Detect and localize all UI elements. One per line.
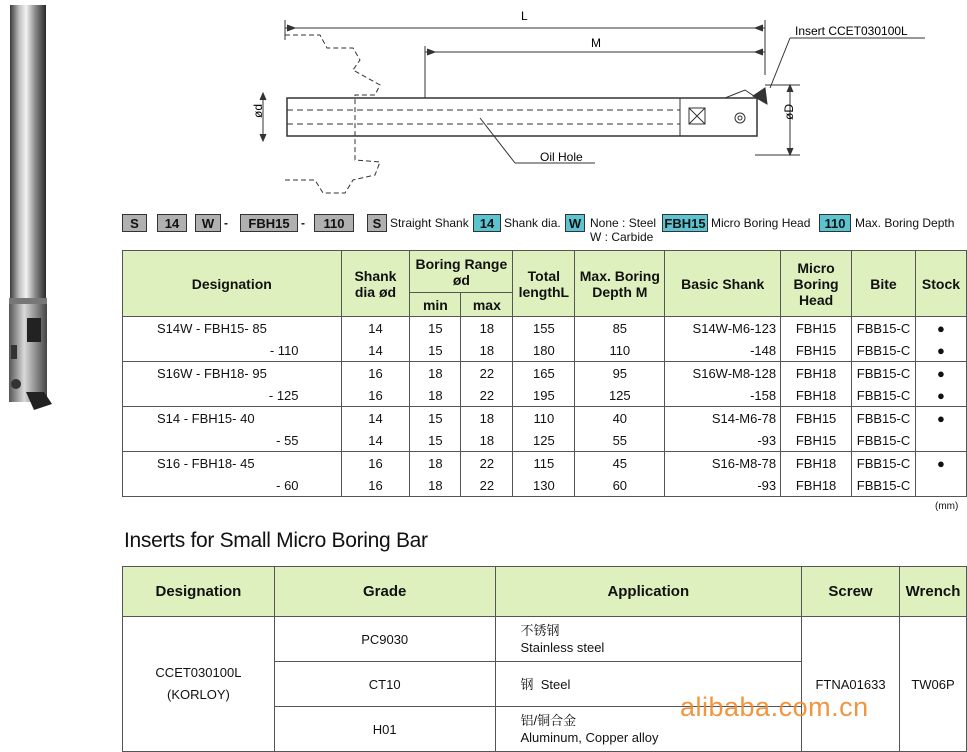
table-row <box>123 317 967 340</box>
cell-shank: 14 <box>341 429 410 452</box>
legend-text-w2: W : Carbide <box>590 230 654 244</box>
legend-text-14: Shank dia. <box>504 216 561 230</box>
cell-total: 125 <box>513 429 575 452</box>
cell-min: 15 <box>410 339 461 362</box>
unit-note: (mm) <box>935 501 959 512</box>
cell-shank: 16 <box>341 384 410 407</box>
header-shank: Shank dia ød <box>341 251 410 317</box>
cell-basic: S14W-M6-123 <box>665 317 781 340</box>
cell-total: 195 <box>513 384 575 407</box>
boring-bar-photo <box>0 0 60 420</box>
cell-total: 115 <box>513 452 575 475</box>
cell-min: 18 <box>410 474 461 497</box>
cell-min: 18 <box>410 384 461 407</box>
cell-max: 22 <box>461 384 513 407</box>
legend-text-s: Straight Shank <box>390 216 469 230</box>
ins-header-wrench: Wrench <box>899 567 966 617</box>
cell-head: FBH15 <box>781 429 852 452</box>
legend-text-w1: None : Steel <box>590 216 657 230</box>
header-bite: Bite <box>852 251 916 317</box>
cell-min: 15 <box>410 407 461 430</box>
oil-hole-label: Oil Hole <box>540 150 583 164</box>
cell-stock <box>915 429 966 452</box>
cell-designation: - 110 <box>123 339 342 362</box>
cell-designation: S14W - FBH15- 85 <box>123 317 342 340</box>
label-od: ød <box>251 103 265 118</box>
code-sep-1: - <box>224 216 228 230</box>
cell-bite: FBB15-C <box>852 407 916 430</box>
header-basic-shank: Basic Shank <box>665 251 781 317</box>
cell-bite: FBB15-C <box>852 474 916 497</box>
cell-depth: 125 <box>575 384 665 407</box>
header-boring-range: Boring Range ød <box>410 251 513 293</box>
cell-bite: FBB15-C <box>852 317 916 340</box>
header-total-length: Total lengthL <box>513 251 575 317</box>
cell-basic: -93 <box>665 429 781 452</box>
header-max: max <box>461 293 513 317</box>
cell-min: 15 <box>410 429 461 452</box>
header-micro-head: Micro Boring Head <box>781 251 852 317</box>
insert-label: Insert CCET030100L <box>795 24 908 38</box>
header-min: min <box>410 293 461 317</box>
cell-total: 180 <box>513 339 575 362</box>
insert-grade: CT10 <box>274 662 495 707</box>
cell-bite: FBB15-C <box>852 362 916 385</box>
cell-total: 130 <box>513 474 575 497</box>
insert-application: 不锈钢 Stainless steel <box>495 617 802 662</box>
legend-box-110: 110 <box>819 214 851 232</box>
code-box-fbh15: FBH15 <box>240 214 298 232</box>
designation-code-legend <box>122 212 967 244</box>
cell-shank: 14 <box>341 407 410 430</box>
table-row <box>123 452 967 475</box>
insert-grade: PC9030 <box>274 617 495 662</box>
boring-bar-spec-table <box>122 250 967 497</box>
cell-stock: ● <box>915 407 966 430</box>
cell-depth: 85 <box>575 317 665 340</box>
cell-shank: 14 <box>341 339 410 362</box>
cell-basic: S16W-M8-128 <box>665 362 781 385</box>
cell-bite: FBB15-C <box>852 452 916 475</box>
cell-designation: - 125 <box>123 384 342 407</box>
cell-head: FBH15 <box>781 317 852 340</box>
cell-head: FBH18 <box>781 362 852 385</box>
cell-head: FBH18 <box>781 452 852 475</box>
header-max-depth: Max. Boring Depth M <box>575 251 665 317</box>
cell-stock <box>915 474 966 497</box>
cell-min: 18 <box>410 362 461 385</box>
code-box-110: 110 <box>314 214 354 232</box>
cell-basic: -148 <box>665 339 781 362</box>
cell-max: 22 <box>461 452 513 475</box>
cell-head: FBH15 <box>781 407 852 430</box>
cell-shank: 16 <box>341 474 410 497</box>
code-sep-2: - <box>301 216 305 230</box>
cell-depth: 55 <box>575 429 665 452</box>
table-row <box>123 384 967 407</box>
cell-designation: S16 - FBH18- 45 <box>123 452 342 475</box>
ins-header-screw: Screw <box>802 567 900 617</box>
legend-box-w: W <box>565 214 585 232</box>
label-L: L <box>521 9 528 23</box>
insert-row <box>123 617 967 662</box>
cell-max: 18 <box>461 317 513 340</box>
legend-box-s: S <box>367 214 387 232</box>
insert-application: 铝/铜合金 Aluminum, Copper alloy <box>495 707 802 752</box>
insert-wrench: TW06P <box>899 617 966 752</box>
cell-stock: ● <box>915 362 966 385</box>
cell-max: 18 <box>461 429 513 452</box>
cell-head: FBH18 <box>781 474 852 497</box>
header-designation: Designation <box>123 251 342 317</box>
cell-bite: FBB15-C <box>852 339 916 362</box>
cell-head: FBH15 <box>781 339 852 362</box>
cell-designation: S14 - FBH15- 40 <box>123 407 342 430</box>
legend-text-110: Max. Boring Depth <box>855 216 955 230</box>
cell-head: FBH18 <box>781 384 852 407</box>
table-row <box>123 474 967 497</box>
cell-bite: FBB15-C <box>852 429 916 452</box>
cell-basic: S14-M6-78 <box>665 407 781 430</box>
cell-shank: 16 <box>341 362 410 385</box>
inserts-section-title: Inserts for Small Micro Boring Bar <box>124 529 428 552</box>
code-box-s: S <box>122 214 147 232</box>
cell-bite: FBB15-C <box>852 384 916 407</box>
cell-stock: ● <box>915 384 966 407</box>
cell-designation: - 55 <box>123 429 342 452</box>
cell-shank: 14 <box>341 317 410 340</box>
cell-min: 18 <box>410 452 461 475</box>
cell-max: 22 <box>461 474 513 497</box>
code-box-w: W <box>195 214 221 232</box>
watermark: alibaba.com.cn <box>680 692 869 722</box>
cell-depth: 40 <box>575 407 665 430</box>
table-row <box>123 407 967 430</box>
cell-basic: S16-M8-78 <box>665 452 781 475</box>
cell-stock: ● <box>915 452 966 475</box>
cell-min: 15 <box>410 317 461 340</box>
cell-max: 18 <box>461 339 513 362</box>
label-oD: øD <box>782 104 796 120</box>
ins-header-designation: Designation <box>123 567 275 617</box>
cell-depth: 95 <box>575 362 665 385</box>
cell-designation: - 60 <box>123 474 342 497</box>
legend-text-fbh: Micro Boring Head <box>711 216 811 230</box>
cell-depth: 45 <box>575 452 665 475</box>
table-row <box>123 362 967 385</box>
ins-header-grade: Grade <box>274 567 495 617</box>
insert-designation: CCET030100L (KORLOY) <box>123 617 275 752</box>
cell-basic: -158 <box>665 384 781 407</box>
insert-grade: H01 <box>274 707 495 752</box>
ins-header-application: Application <box>495 567 802 617</box>
cell-depth: 60 <box>575 474 665 497</box>
cell-shank: 16 <box>341 452 410 475</box>
code-box-14: 14 <box>157 214 187 232</box>
legend-box-fbh: FBH15 <box>662 214 708 232</box>
label-M: M <box>591 36 601 50</box>
header-stock: Stock <box>915 251 966 317</box>
legend-box-14: 14 <box>473 214 501 232</box>
cell-depth: 110 <box>575 339 665 362</box>
cell-max: 18 <box>461 407 513 430</box>
insert-screw: FTNA01633 <box>802 617 900 752</box>
cell-max: 22 <box>461 362 513 385</box>
cell-stock: ● <box>915 339 966 362</box>
cell-basic: -93 <box>665 474 781 497</box>
cell-total: 155 <box>513 317 575 340</box>
cell-designation: S16W - FBH18- 95 <box>123 362 342 385</box>
technical-drawing <box>225 0 967 200</box>
cell-total: 165 <box>513 362 575 385</box>
cell-stock: ● <box>915 317 966 340</box>
insert-application: 钢 Steel <box>495 662 802 707</box>
table-row <box>123 429 967 452</box>
cell-total: 110 <box>513 407 575 430</box>
table-row <box>123 339 967 362</box>
inserts-table <box>122 566 967 752</box>
